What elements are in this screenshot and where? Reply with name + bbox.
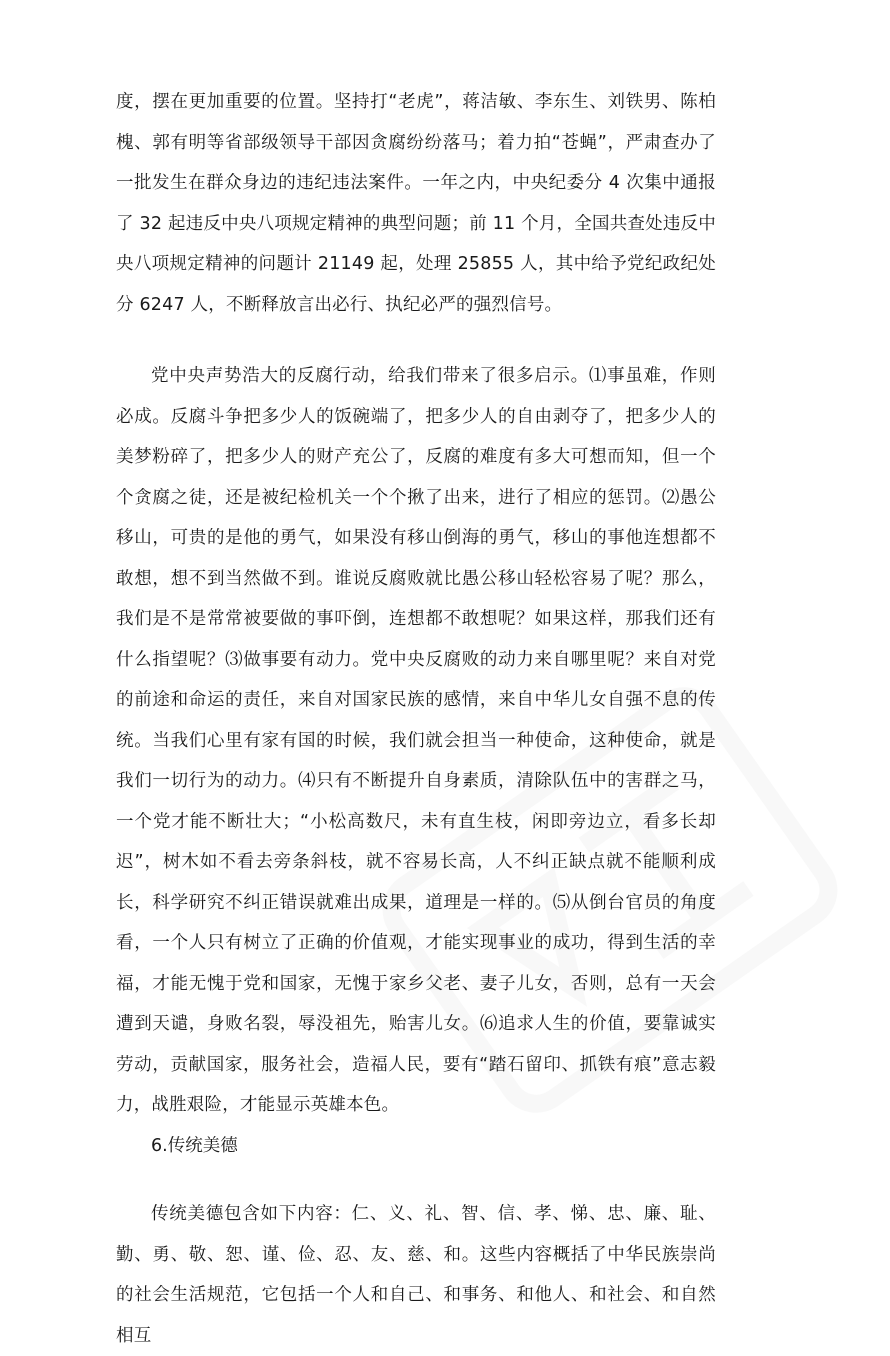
paragraph-anti-corruption-results: 度，摆在更加重要的位置。坚持打“老虎”，蒋洁敏、李东生、刘铁男、陈柏槐、郭有明等省部级领导干部因贪腐纷纷落马；着力拍“苍蝇”，严肃查办了一批发生在群众身边的违纪违法案件。一年之内，中央纪委分 4 次集中通报了 32 起违反中央八项规定精神的典型问题；前 11 个月，全国共查处违反中央八项规定精神的问题计 21149 起，处理 25855 人，其中给予党纪政纪处分 6247 人，不断释放言出必行、执纪必严的强烈信号。 — [116, 92, 716, 315]
document-body — [116, 82, 716, 1356]
paragraph-anti-corruption-lessons: 党中央声势浩大的反腐行动，给我们带来了很多启示。⑴事虽难，作则必成。反腐斗争把多少人的饭碗端了，把多少人的自由剥夺了，把多少人的美梦粉碎了，把多少人的财产充公了，反腐的难度有多大可想而知，但一个个贪腐之徒，还是被纪检机关一个个揪了出来，进行了相应的惩罚。⑵愚公移山，可贵的是他的勇气，如果没有移山倒海的勇气，移山的事他连想都不敢想，想不到当然做不到。谁说反腐败就比愚公移山轻松容易了呢？那么，我们是不是常常被要做的事吓倒，连想都不敢想呢？如果这样，那我们还有什么指望呢？⑶做事要有动力。党中央反腐败的动力来自哪里呢？来自对党的前途和命运的责任，来自对国家民族的感情，来自中华儿女自强不息的传统。当我们心里有家有国的时候，我们就会担当一种使命，这种使命，就是我们一切行为的动力。⑷只有不断提升自身素质，清除队伍中的害群之马，一个党才能不断壮大；“小松高数尺，未有直生枝，闲即旁边立，看多长却迟”，树木如不看去旁条斜枝，就不容易长高，人不纠正缺点就不能顺利成长，科学研究不纠正错误就难出成果，道理是一样的。⑸从倒台官员的角度看，一个人只有树立了正确的价值观，才能实现事业的成功，得到生活的幸福，才能无愧于党和国家，无愧于家乡父老、妻子儿女，否则，总有一天会遭到天谴，身败名裂，辱没祖先，贻害儿女。⑹追求人生的价值，要靠诚实劳动，贡献国家，服务社会，造福人民，要有“踏石留印、抓铁有痕”意志毅力，战胜艰险，才能显示英雄本色。 — [116, 366, 716, 1115]
paragraph-traditional-virtues: 传统美德包含如下内容：仁、义、礼、智、信、孝、悌、忠、廉、耻、勤、勇、敬、恕、谨、俭、忍、友、慈、和。这些内容概括了中华民族崇尚的社会生活规范，它包括一个人和自己、和事务、和他人、和社会、和自然相互 — [116, 1204, 716, 1346]
section-heading: 6.传统美德 — [151, 1135, 238, 1156]
